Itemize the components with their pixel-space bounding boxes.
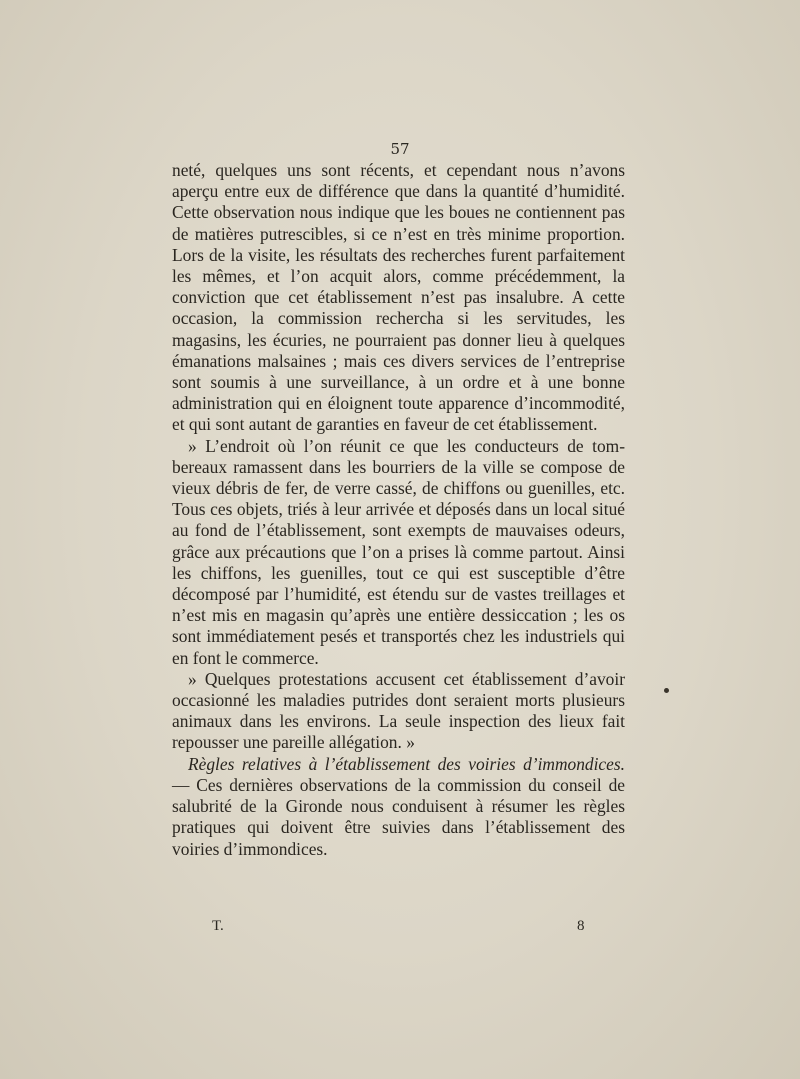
paragraph-1: neté, quelques uns sont récents, et cependant nous n’avons aperçu entre eux de différence que dans la quantité d’humidité. Cette observation nous indique que les boues ne contiennent pas de matières putrescibles, si ce n’est en très minime proportion. Lors de la visite, les résultats des recherches furent parfaitement les mêmes, et l’on acquit alors, comme précédemment, la conviction que cet établissement n’est pas insalubre. A cette occasion, la commission rechercha si les servitudes, les magasins, les écuries, ne pourraient pas donner lieu à quelques émanations malsaines ; mais ces divers services de l’entreprise sont soumis à une surveillance, à un ordre et à une bonne administration qui en éloignent toute apparence d’incommodité, et qui sont autant de garanties en faveur de cet établissement. (172, 160, 625, 435)
section-dash: — (172, 774, 190, 795)
section-text: Ces dernières observations de la commission du conseil de salubrité de la Gironde nous conduisent à résumer les règles pratiques qui doivent être suivies dans l’établissement des voiries d’immondices. (172, 774, 625, 859)
paragraph-2: » L’endroit où l’on réunit ce que les conducteurs de tombereaux ramassent dans les bourriers de la ville se compose de vieux débris de fer, de verre cassé, de chiffons ou guenilles, etc. Tous ces objets, triés à leur arrivée et déposés dans un local situé au fond de l’établissement, sont exempts de mauvaises odeurs, grâce aux précautions que l’on a prises là comme partout. Ainsi les chiffons, les guenilles, tout ce qui est susceptible d’être décomposé par l’humidité, est étendu sur de vastes treillages et n’est mis en magasin qu’après une entière dessiccation ; les os sont immédiatement pesés et transportés chez les industriels qui en font le commerce. (172, 435, 625, 668)
footer-sheet-number: 8 (577, 918, 585, 934)
section-heading: Règles relatives à l’établissement des voiries d’immondices. (188, 753, 625, 774)
body-text (172, 160, 625, 860)
section-paragraph (172, 754, 625, 860)
ink-speck (664, 688, 669, 693)
paragraph-3: » Quelques protestations accusent cet établissement d’avoir occasionné les maladies putrides dont seraient morts plusieurs animaux dans les environs. La seule inspection des lieux fait repousser une pareille allégation. » (172, 668, 625, 753)
page-number: 57 (390, 140, 410, 158)
footer-signature: T. (212, 918, 224, 934)
